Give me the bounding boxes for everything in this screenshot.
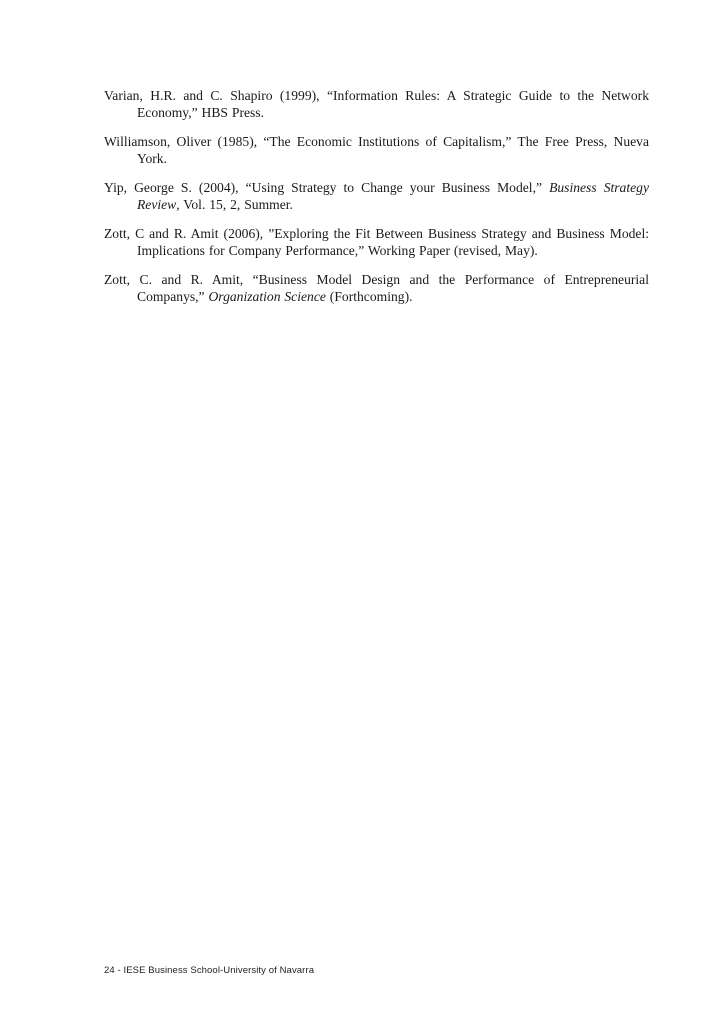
reference-entry [104,179,649,213]
reference-entry [104,225,649,259]
page-footer: 24 - IESE Business School-University of Navarra [104,965,315,976]
reference-text: Williamson, Oliver (1985), “The Economic Institutions of Capitalism,” The Free Press, Nueva York. [104,134,649,166]
reference-entry [104,87,649,121]
reference-text: Zott, C and R. Amit (2006), ”Exploring the Fit Between Business Strategy and Business Model: Implications for Company Performance,” Working Paper (revised, May). [104,226,649,258]
reference-text: Varian, H.R. and C. Shapiro (1999), “Information Rules: A Strategic Guide to the Network Economy,” HBS Press. [104,88,649,120]
reference-text: Zott, C. and R. Amit, “Business Model Design and the Performance of Entrepreneurial Companys,” [104,272,649,304]
reference-text: Yip, George S. (2004), “Using Strategy to Change your Business Model,” [104,180,550,195]
reference-details: , Vol. 15, 2, Summer. [176,197,293,212]
reference-details: (Forthcoming). [325,289,413,304]
reference-entry [104,271,649,305]
reference-list [104,87,649,317]
reference-journal: Organization Science [208,289,326,304]
reference-entry [104,133,649,167]
reference-journal: Business Strategy Review [137,180,649,212]
